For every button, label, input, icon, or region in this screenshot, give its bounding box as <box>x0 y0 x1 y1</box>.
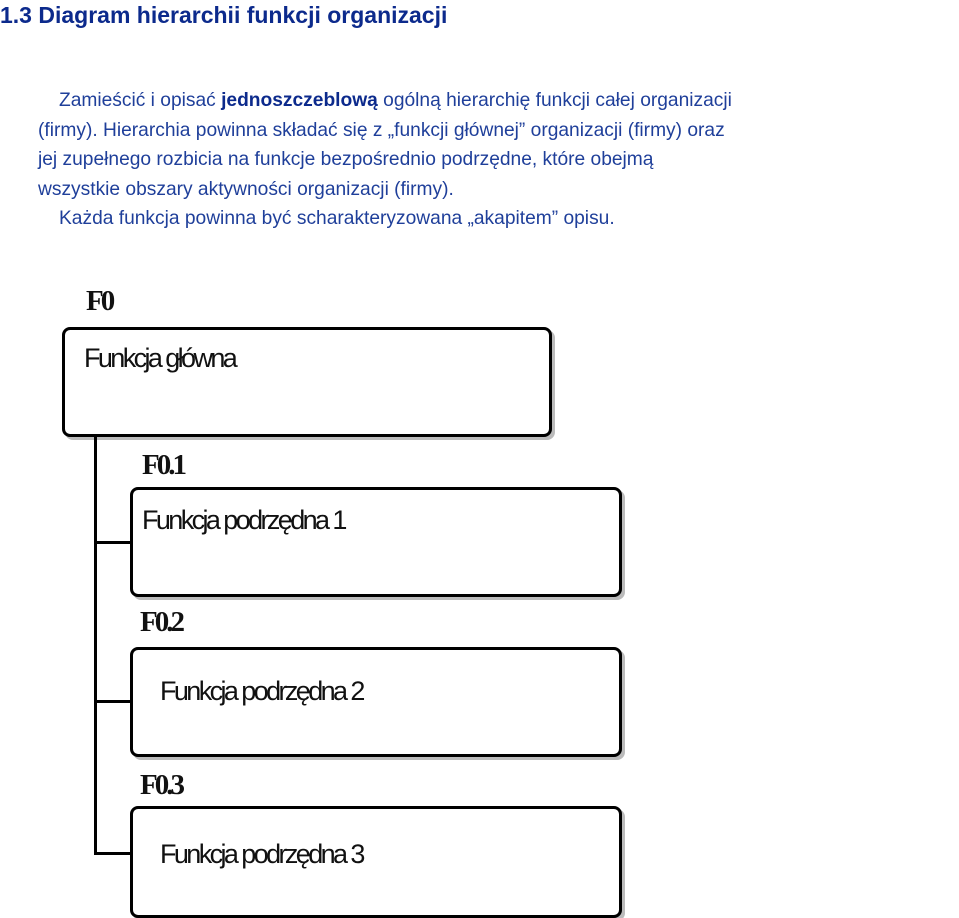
hierarchy-connector-1 <box>94 541 134 544</box>
description-line-1 <box>38 86 959 116</box>
child-function-label-2: Funkcja podrzędna 2 <box>160 676 363 706</box>
description-paragraph <box>38 86 959 234</box>
hierarchy-connector-2 <box>94 700 134 703</box>
section-heading: 1.3 Diagram hierarchii funkcji organizacji <box>0 2 448 28</box>
child-function-label-3: Funkcja podrzędna 3 <box>160 839 363 869</box>
description-emphasis: jednoszczeblową <box>221 90 378 111</box>
hierarchy-connector-vertical <box>94 436 97 854</box>
child-function-code-1: F0.1 <box>142 449 184 481</box>
root-function-label: Funkcja główna <box>84 343 236 373</box>
description-line-3: jej zupełnego rozbicia na funkcje bezpośrednio podrzędne, które obejmą <box>38 149 654 170</box>
child-function-code-3: F0.3 <box>140 769 182 801</box>
child-function-label-1: Funkcja podrzędna 1 <box>142 505 345 535</box>
description-text: ogólną hierarchię funkcji całej organizacji <box>377 90 732 111</box>
description-line-5: Każda funkcja powinna być scharakteryzowana „akapitem” opisu. <box>59 208 615 229</box>
child-function-code-2: F0.2 <box>140 606 182 638</box>
hierarchy-connector-3 <box>94 852 134 855</box>
description-line-4: wszystkie obszary aktywności organizacji (firmy). <box>38 178 454 200</box>
description-line-2: (firmy). Hierarchia powinna składać się z „funkcji głównej” organizacji (firmy) oraz <box>38 119 725 141</box>
description-text: Zamieścić i opisać <box>59 90 222 111</box>
root-function-code: F0 <box>86 285 113 317</box>
